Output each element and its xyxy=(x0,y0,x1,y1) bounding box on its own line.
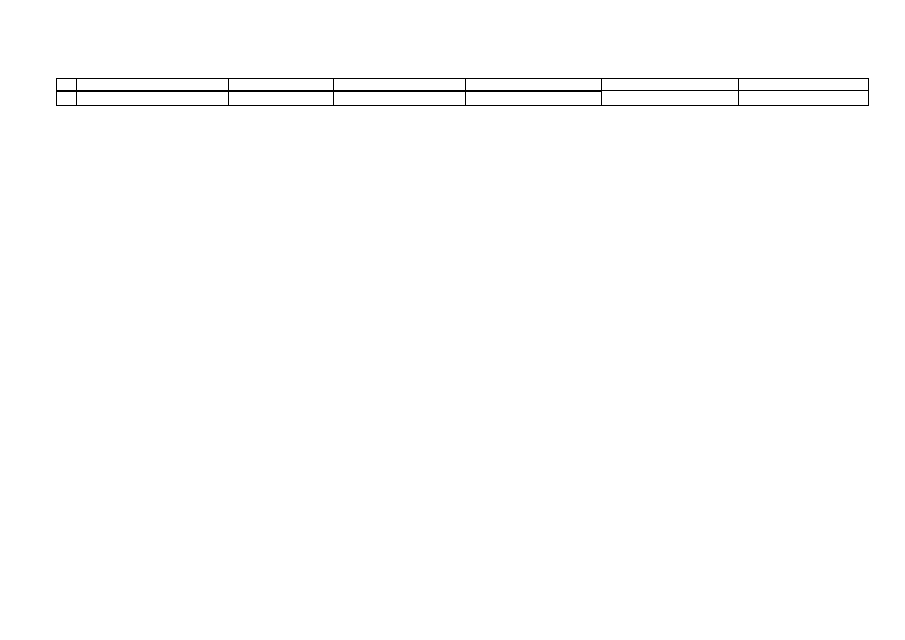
header-cell xyxy=(229,79,334,91)
header-cell xyxy=(77,79,229,91)
by-years-label xyxy=(77,92,229,106)
consequence-cell xyxy=(739,91,869,106)
table-header-row xyxy=(57,79,869,91)
program-table xyxy=(56,78,869,106)
row-number xyxy=(57,92,77,106)
header-cell xyxy=(57,79,77,91)
result-cell xyxy=(602,91,739,106)
term-cell xyxy=(334,92,466,106)
executor-cell xyxy=(229,92,334,106)
amount-cell xyxy=(466,92,602,106)
header-cell xyxy=(334,79,466,91)
header-cell xyxy=(739,79,869,91)
header-cell xyxy=(602,79,739,91)
header-cell xyxy=(466,79,602,91)
